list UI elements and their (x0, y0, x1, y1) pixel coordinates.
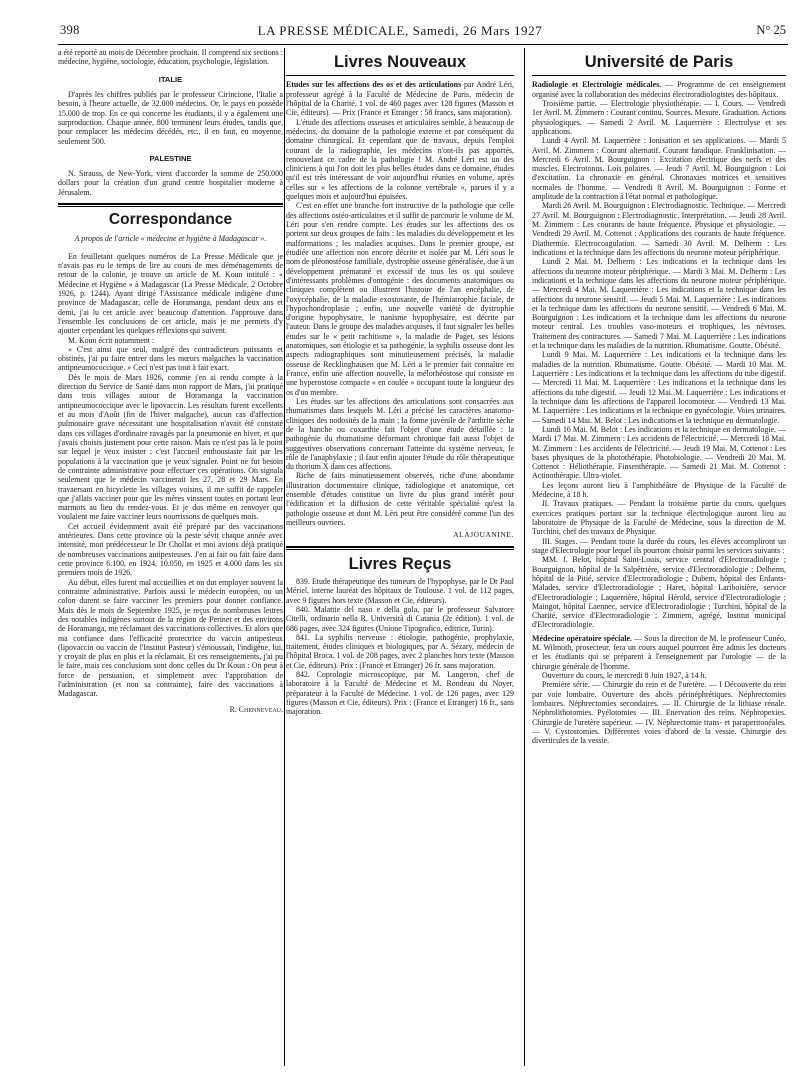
review-signature: ALAJOUANINE. (453, 530, 514, 540)
column-divider (524, 48, 525, 1066)
section-rule (58, 203, 283, 205)
radiology-intro: — Programme de cet enseignement organisé avec la collaboration des médecins électroradiologistes des hôpitaux. (532, 80, 786, 99)
schedule-paragraph: MM. J. Belot, hôpital Saint-Louis, service central d'Electroradiologie ; Bourguignon, hôpital de la Salpêtrière, service d'Electroradiologie ; Delherm, hôpital de la Pitié, service d'Electroradiologie ; Dubem, hôpital des Enfants-Malades, service d'Electroradiologie ; Haret, hôpital Lariboisière, service d'Electroradiologie ; Laquerrière, hôpital Hérold, service d'Electroradiologie ; Maingot, hôpital Laennec, service d'Electroradiologie ; Turchini, hôpital de la Charité, service d'Electroradiologie ; Zimmern, agrégé, Institut municipal d'Electroradiologie. (532, 555, 786, 630)
review-intro: par André Léri, professeur agrégé à la Faculté de Médecine de Paris, médecin de l'hôpital de la Charité. 1 vol. de 460 pages avec 128 figures (Masson et Cie, éditeurs). — Prix (France et Etranger : 58 francs, sans majoration). (286, 80, 514, 118)
surgery-paragraph: Première série. — Chirurgie du rein et de l'uretère. — I Découverte du rein par voie lombaire. Ouverture des abcès périnéphrétiques. Néphrectomies lombaires. Néphrectomies secondaires. — II. Chirurgie de la lithiase rénale. Néphrolithotomies. Pyélotomies — III. Enervation des reins. Néphropexies. Chirurgie de l'uretère supérieur. — IV. Néphrectomie trans- et paraperitonéales. — V. Cystostomies. Différentes voies d'abord de la vessie. Chirurgie des diverticules de la vessie. (532, 680, 786, 746)
palestine-paragraph: N. Strauss, de New-York, vient d'accorder la somme de 250.000 dollars pour la création d'un grand centre hospitalier moderne à Jérusalem. (58, 169, 283, 197)
section-rule (58, 206, 283, 207)
intro-paragraph: a été reporté au mois de Décembre prochain. Il comprend six sections : médecine, hygiène, sociologie, éducation, psychologie, législation. (58, 48, 283, 67)
correspondance-paragraph: M. Koun écrit notamment : (68, 335, 155, 345)
review-paragraph: Les études sur les affections des articulations sont consacrées aux rhumatismes dans lesquels M. Léri a précisé les caractères anatomo-cliniques des nodosités de la main ; la forme juvénile de l'arthrite sèche de la hanche ou coxarthie fait l'objet d'une étude détaillée : la pathogénie du rhumatisme déformant chronique fait aussi l'objet de suggestives observations concernant l'atteinte du système nerveux, le rôle de l'anaphylaxie ; il faut enfin ajouter l'étude du rôle thérapeutique du thorium X dans ces affections. (286, 396, 514, 472)
schedule-paragraph: Lundi 9 Mai. M. Laquerrière : Les indications et la technique dans les maladies de la nutrition. Rhumatisme. Goutte. Obésité. — Mardi 10 Mai. M. Laquerrière : Les indications et la technique dans les affections du tube digestif. — Mercredi 11 Mai. M. Laquerrière : Les indications et la technique dans les affections du tube digestif. — Jeudi 12 Mai. M. Laquerrière : Les indications et la technique dans les affections de l'appareil locomoteur. — Vendredi 13 Mai. M. Laquerrière : Les indications et la technique en gynécologie. Voies urinaires. — Samedi 14 Mai. M. Belot : Les indications et la technique en dermatologie. (532, 350, 786, 425)
heading-italie: ITALIE (158, 74, 183, 84)
review-paragraph: Riche de faits minutieusement observés, riche d'une abondante illustration documentaire clinique, radiologique et anatomique, cet ensemble d'études constitue un livre du plus grand intérêt pour l'édification et la diffusion de cette véritable spécialité qu'est la pathologie osseuse et dont M. Léri peut être considéré comme l'un des meilleurs ouvriers. (286, 471, 514, 527)
received-book: 840. Malattie del naso e della gola, par le professeur Salvatore Citelli, ordinario nella R. Università di Catania (2e édition). 1 vol. de 686 pages, avec 324 figures (Unione Tipografico, éditrice, Turin). (286, 604, 514, 633)
received-book: 842. Coprologie microscopique, par M. Langeron, chef de laboratoire à la Faculté de Médecine et M. Rondeau du Noyer, préparateur à la Faculté de Médecine. 1 vol. de 126 pages, avec 129 figures (Masson et Cie, éditeurs). Prix : (France et Etranger) 16 fr., sans majoration. (286, 670, 514, 717)
correspondance-paragraph: En feuilletant quelques numéros de La Presse Médicale que je n'avais pas eu le temps de lire au cours de mes déménagements de retour de la colonie, je trouve un article de M. Koun intitulé : « Médecine et Hygiène » à Madagascar (La Presse Médicale, 2 Octobre 1926, p. 1244). Ayant dirigé l'Assistance médicale indigène d'une province de Madagascar, celle de Horamanga, pendant deux ans et demi, j'ai lu cet article avec beaucoup d'attention. J'approuve dans l'ensemble les conclusions de cet article, mais je me permets d'y ajouter cependant les quelques réflexions qui suivent. (58, 251, 283, 336)
correspondance-paragraph: Au début, elles furent mal accueillies et on dut employer souvent la contrainte administrative. Parfois aussi le médecin européen, ou un colon durent se faire vacciner les premiers pour donner confiance. Mais dès le mois de Septembre 1925, je reçus de nombreuses lettres des notables indigènes surtout de la région de Perinet et des environs de Horamanga, me réclamant des vaccinations collectives. Et alors que ma confiance dans l'efficacité protectrice du vaccin antipesteux (lipovaccin ou vaccin de l'Institut Pasteur) s'émoussait, l'indigène, lui, y croyait de plus en plus et la réclamait. Et ces renseignements, j'ai pu le faire, mais ces conclusions sont donc celles du Dr Koun : On peut à force de persuasion, et simplement avec l'approbation de l'administration (et non sa contrainte), faire des vaccinations à Madagascar. (58, 577, 283, 699)
correspondance-paragraph: Cet accueil évidemment avait été préparé par des vaccinations antérieures. Dans cette province où la peste sévit chaque année avec intensité, mon prédécesseur le Dr Chollat et moi avions déjà pratiqué de nombreuses vaccinations antipesteuses. J'en ai fait ou fait faire dans cette province 6.100, en 1924, 10.050, en 1925 et 4.000 dans les six premiers mois de 1926. (58, 521, 283, 578)
schedule-paragraph: Les leçons auront lieu à l'amphithéâtre de Physique de la Faculté de Médecine, à 18 h. (532, 480, 786, 500)
correspondance-subtitle: A propos de l'article « médecine et hygiène à Madagascar ». (74, 234, 267, 244)
surgery-title: Médecine opératoire spéciale. (532, 633, 632, 643)
column-right (532, 48, 786, 1072)
review-title: Etudes sur les affections des os et des articulations (286, 80, 462, 90)
schedule-paragraph: II. Travaux pratiques. — Pendant la troisième partie du cours, quelques exercices pratiques portant sur la technique électrologique auront lieu au laboratoire de Physique de la Faculté de Médecine, sous la direction de M. Turchini, chef des travaux de Physique. (532, 499, 786, 537)
column-left (58, 48, 283, 1072)
surgery-intro: — Sous la direction de M. le professeur Cunéo, M. Wilmoth, prosecteur, fera un cours auquel pourront être admis les docteurs et les étudiants qui se préparent à l'enseignement par l'urologie — de la chirurgie générale de l'homme. (532, 633, 786, 671)
schedule-paragraph: Lundi 2 Mai. M. Delherm : Les indications et la technique dans les affections du neurone moteur périphérique. — Mardi 3 Mai. M. Delherm : Les indications et la technique dans les affections du neurone moteur périphérique. — Mercredi 4 Mai. M. Laquerrière : Les indications et la technique dans les affections du neurone sensitif. — Jeudi 5 Mai. M. Laquerrière : Les indications et la technique dans les affections du neurone sensitif. — Vendredi 6 Mai. M. Bourguignon : Les indications et la technique dans les affections du neurone moteur central. Les troubles vaso-moteurs et trophiques, les névroses. Traitement des contractures. — Samedi 7 Mai. M. Laquerrière : Les indications et la technique dans les maladies de la nutrition. Rhumatisme. Goutte. Obésité. (532, 257, 786, 351)
section-rule (286, 549, 514, 550)
page-header (0, 0, 800, 38)
section-rule (286, 546, 514, 548)
header-rule (58, 44, 788, 45)
correspondance-quote: « C'est ainsi que seul, malgré des contradicteurs puissants et obstinés, j'ai pu faire entrer dans les mœurs malgaches la vaccination antipneumococcique. » Ceci n'est pas tout à fait exact. (58, 344, 283, 373)
schedule-paragraph: Lundi 16 Mai. M. Belot : Les indications et la technique en dermatologie. — Mardi 17 Mai. M. Zimmern : Les accidents de l'électricité. — Mercredi 18 Mai. M. Zimmern : Les accidents de l'électricité. — Jeudi 19 Mai. M. Cottenot : Les bases physiques de la photothérapie. Photobiologie. — Vendredi 20 Mai. M. Cottenot : Héliothérapie. Finsenthérapie. — Samedi 21 Mai. M. Cottenot : Actinothérapie. Ultra-violet. (532, 424, 786, 481)
radiology-program: Troisième partie. — Electrologie physiothérapie. — I. Cours. — Vendredi 1er Avril. M. Zimmern : Courant continu. Sources. Mesure. Graduation. Actions physiologiques. — Samedi 2 Avril. M. Laquerrière : Electrolyse et ses applications. (532, 98, 786, 136)
section-title-universite: Université de Paris (584, 53, 734, 71)
signature: R. Chenneveau. (229, 704, 283, 714)
italie-paragraph: D'après les chiffres publiés par le professeur Cirincione, l'Italie a besoin, à l'heure actuelle, de 32.000 médecins. Or, le pays en possède 15.000 de trop. En ce qui concerne les étudiants, il y a également une surproduction. Chaque année, 800 terminent leurs études, tandis que, pour remplacer les médecins décédés, etc., il en faut, en moyenne, seulement 500. (58, 89, 283, 146)
issue-number: N° 25 (756, 23, 786, 37)
section-title-livres-nouveaux: Livres Nouveaux (333, 53, 467, 71)
section-title-correspondance: Correspondance (108, 211, 233, 229)
review-paragraph: L'étude des affections osseuses et articulaires semble, à beaucoup de médecins, du domaine de la pathologie externe et par conséquent du domaine chirurgical. Et cependant que de travaux, depuis l'emploi courant de la radiographie, les médecins n'ont-ils pas apportés, renouvelant ce cadre de la pathologie ! M. André Léri est un des cliniciens à qui l'on doit les plus belles études dans ce domaine, études qu'il est très intéressant de voir aujourd'hui réunies en volume, après celles sur « les affections de la colonne vertébrale », parues il y a quelques mois et aujourd'hui épuisées. (286, 117, 514, 202)
received-book: 841. La syphilis nerveuse : étiologie, pathogénie, prophylaxie, traitement, études cliniques et biologiques, par A. Sézary, médecin de l'hôpital Broca. 1 vol. de 208 pages, avec 2 planches hors texte (Masson et Cie, éditeurs). Prix : (France et Etranger) 26 fr. sans majoration. (286, 632, 514, 670)
radiology-title: Radiologie et Electrologie médicales. (532, 80, 662, 90)
received-book: 839. Etude thérapeutique des tumeurs de l'hypophyse, par le Dr Paul Mériel, interne lauréat des hôpitaux de Toulouse. 1 vol. de 112 pages, avec 9 figures hors texte (Masson et Cie, éditeurs). (286, 576, 514, 605)
page-number: 398 (60, 23, 80, 37)
heading-palestine: PALESTINE (149, 153, 192, 163)
surgery-paragraph: Ouverture du cours, le mercredi 8 Juin 1927, à 14 h. (542, 671, 707, 680)
column-middle (286, 48, 514, 1072)
correspondance-paragraph: Dès le mois de Mars 1926, comme j'en ai rendu compte à la direction du Service de Santé dans mon rapport de Mars, j'ai pratiqué dans trois villages autour de Horamanga la vaccination antipneumococcique avec le lipovaccin. Les résultats furent excellents et au mois d'Août (fin de l'hiver malgache), aucun cas d'affection pulmonaire grave nécessitant une hospitalisation n'avait été constaté dans ces villages d'ordinaire ravagés par la pneumonie en hiver, et que j'avais choisis justement pour cette raison. Mais ce n'est pas là le point sur lequel je veux insister ; c'est l'accueil enthousiaste fait par les populations à la vaccination que je veux signaler. Point ne fut besoin de contrainte administrative pour effectuer ces opérations. On signala seulement que le médecin vaccinerait les 27, 28 et 29 Mars. En travaersant en bicyclette les villages voisins, il me suffit de rappeler que j'allais vacciner pour que les mères vinssent toutes en portant leur marmots au lieu du rendez-vous. Et je dus même en renvoyer qui voulaient me faire vacciner leurs nourrissons de quelques mois. (58, 372, 283, 522)
column-divider (284, 48, 285, 1066)
section-title-livres-recus: Livres Reçus (348, 554, 452, 573)
schedule-paragraph: III. Stages. — Pendant toute la durée du cours, les élèves accompliront un stage d'Electrologie pour lequel ils pourront choisir parmi les services suivants : (532, 536, 786, 555)
schedule-paragraph: Mardi 26 Avril. M. Bourguignon : Electrodiagnostic. Technique. — Mercredi 27 Avril. M. Bourguignon : Electrodiagnostic. Interprétation. — Jeudi 28 Avril. M. Zimmern : Les courants de haute fréquence. Physique et physiologie. — Vendredi 29 Avril. M. Cottenot : Applications des courants de haute fréquence. Diathermie. Electrocoagulation. — Samedi 30 Avril. M. Delherm : Les indications et la technique dans les affections du neurone moteur périphérique. (532, 201, 786, 257)
review-paragraph: C'est en effet une branche fort instructive de la pathologie que celle des affections ostéo-articulaires et il suffit de parcourir le volume de M. Léri pour s'en rendre compte. Les études sur les affections des os portent sur deux groupes de faits : les maladies du développement et les malformations ; les maladies acquises. Dans le premier groupe, est étudiée une affection non encore décrite et isolée par M. Léri sous le nom de pléonostéose familiale, dystrophie osseuse généralisée, due à un développement prématuré et excessif de tous les os qui souleve d'intéressants problèmes d'ontogénie : des documents anatomiques ou cliniques complètent ou illustrent l'histoire de l'an encéphalie, de l'oxycéphalie, de la maladie exostosante, de l'hémiatrophie faciale, de l'hypochondroplasie ; enfin, une nouvelle variété de dystrophie d'origine hypophysaire, le nanisme hypophysaire, est décrite par l'auteur. Dans le groupe des maladies acquises, il faut signaler les belles études sur le « petit rachitisme », la maladie de Paget, ses lésions anatomiques, son étiologie et sa pathogénie, la syphilis osseuse dont les aspects radiographiques sont minutieusement précisés, la maladie osseuse de Recklinghausen que M. Léri a le premier fait connaître en France, enfin une affection nouvelle, la mélorhéostose qui consiste en une hyperostose compacte « en coulée » occupant toute la longueur des os d'un membre. (286, 201, 514, 397)
schedule-paragraph: Lundi 4 Avril. M. Laquerrière : Ionisation et ses applications. — Mardi 5 Avril. M. Zimmern : Courant alternatif. Courant faradique. Franklinisation. — Mercredi 6 Avril. M. Bourguignon : Excitation électrique des nerfs et des muscles. Electrotonus. Lois polaires. — Jeudi 7 Avril. M. Bourguignon : Loi d'excitation. La chronaxie en général. Chronaxies motrices et sensitives normales de l'homme. — Vendredi 8 Avril. M. Bourguignon : Forme et amplitude de la contraction à l'état normal et pathologique. (532, 136, 786, 202)
journal-title: LA PRESSE MÉDICALE, Samedi, 26 Mars 1927 (257, 23, 543, 38)
